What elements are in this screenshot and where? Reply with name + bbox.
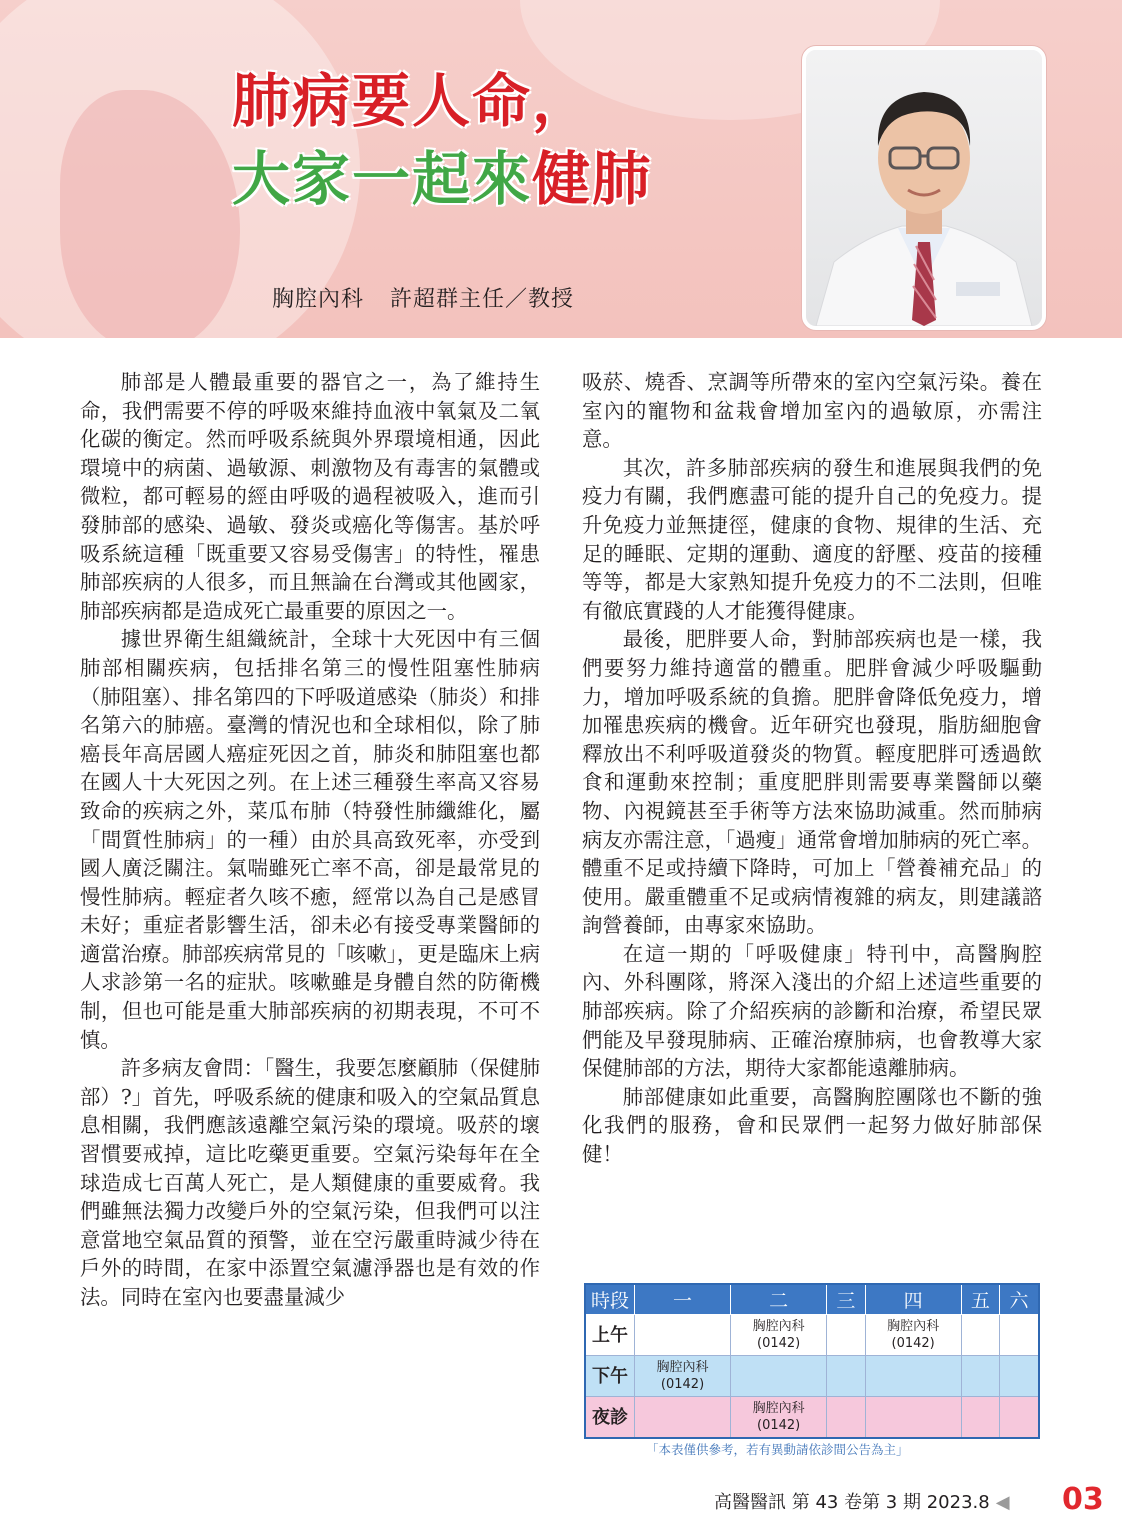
schedule-cell: [827, 1397, 865, 1439]
author-name: 許超群主任／教授: [390, 287, 575, 312]
schedule-note: 「本表僅供參考，若有異動請依診間公告為主」: [646, 1442, 909, 1457]
paragraph: 其次，許多肺部疾病的發生和進展與我們的免疫力有關，我們應盡可能的提升自己的免疫力。提升免疫力並無捷徑，健康的食物、規律的生活、充足的睡眠、定期的運動、適度的舒壓、疫苗的接種等等，都是大家熟知提升免疫力的不二法則，但唯有徹底實踐的人才能獲得健康。: [582, 455, 1042, 623]
department: 胸腔內科: [272, 287, 365, 312]
article-title: [232, 62, 652, 218]
schedule-header-cell: 四: [865, 1284, 961, 1315]
schedule-cell: 胸腔內科 (0142): [865, 1315, 961, 1356]
schedule-row-afternoon: [585, 1356, 1039, 1397]
schedule-cell: [827, 1315, 865, 1356]
schedule-cell: 胸腔內科 (0142): [731, 1397, 827, 1439]
schedule-header-cell: 一: [635, 1284, 731, 1315]
schedule-cell: [961, 1397, 999, 1439]
schedule-cell: [1000, 1356, 1039, 1397]
page-number: 03: [1062, 1482, 1104, 1517]
paragraph-continuation: 吸菸、燒香、烹調等所帶來的室內空氣污染。養在室內的寵物和盆栽會增加室內的過敏原，亦需注意。: [582, 370, 1042, 452]
paragraph: 肺部是人體最重要的器官之一，為了維持生命，我們需要不停的呼吸來維持血液中氧氣及二氧化碳的衡定。然而呼吸系統與外界環境相通，因此環境中的病菌、過敏源、刺激物及有毒害的氣體或微粒，都可輕易的經由呼吸的過程被吸入，進而引發肺部的感染、過敏、發炎或癌化等傷害。基於呼吸系統這種「既重要又容易受傷害」的特性，罹患肺部疾病的人很多，而且無論在台灣或其他國家，肺部疾病都是造成死亡最重要的原因之一。: [80, 370, 540, 623]
paragraph: 在這一期的「呼吸健康」特刊中，高醫胸腔內、外科團隊，將深入淺出的介紹上述這些重要的肺部疾病。除了介紹疾病的診斷和治療，希望民眾們能及早發現肺病、正確治療肺病，也會教導大家保健肺部的方法，期待大家都能遠離肺病。: [582, 941, 1042, 1081]
author-photo: [802, 46, 1046, 330]
schedule-row-morning: [585, 1315, 1039, 1356]
publication-name: 高醫醫訊: [714, 1492, 786, 1513]
header-banner: [0, 0, 1122, 338]
schedule-slot-label: 夜診: [585, 1397, 635, 1439]
schedule-cell: [961, 1315, 999, 1356]
schedule-row-evening: [585, 1397, 1039, 1439]
paragraph: 許多病友會問：「醫生，我要怎麼顧肺（保健肺部）?」首先，呼吸系統的健康和吸入的空氣品質息息相關，我們應該遠離空氣污染的環境。吸菸的壞習慣要戒掉，這比吃藥更重要。空氣污染每年在全球造成七百萬人死亡，是人類健康的重要威脅。我們雖無法獨力改變戶外的空氣污染，但我們可以注意當地空氣品質的預警，並在空污嚴重時減少待在戶外的時間，在家中添置空氣濾淨器也是有效的作法。同時在室內也要盡量減少: [80, 1056, 540, 1309]
schedule-cell: [635, 1315, 731, 1356]
title-line2-red: 健肺: [532, 145, 653, 213]
clinic-schedule-table: [584, 1283, 1040, 1439]
article-column-left: [80, 368, 540, 1312]
title-line1: 肺病要人命，: [232, 67, 593, 135]
schedule-cell: [635, 1397, 731, 1439]
issue-date: 2023.8: [926, 1492, 990, 1513]
author-byline: [272, 282, 600, 313]
triangle-left-icon: ◀: [995, 1492, 1010, 1513]
paragraph: 肺部健康如此重要，高醫胸腔團隊也不斷的強化我們的服務，會和民眾們一起努力做好肺部保健！: [582, 1084, 1042, 1167]
schedule-header-row: [585, 1284, 1039, 1315]
schedule-cell: [961, 1356, 999, 1397]
schedule-cell: [731, 1356, 827, 1397]
schedule-header-cell: 五: [961, 1284, 999, 1315]
schedule-header-cell: 二: [731, 1284, 827, 1315]
schedule-cell: 胸腔內科 (0142): [731, 1315, 827, 1356]
schedule-cell: [827, 1356, 865, 1397]
schedule-header-cell: 時段: [585, 1284, 635, 1315]
paragraph: 據世界衛生組織統計，全球十大死因中有三個肺部相關疾病，包括排名第三的慢性阻塞性肺病（肺阻塞）、排名第四的下呼吸道感染（肺炎）和排名第六的肺癌。臺灣的情況也和全球相似，除了肺癌長年高居國人癌症死因之首，肺炎和肺阻塞也都在國人十大死因之列。在上述三種發生率高又容易致命的疾病之外，菜瓜布肺（特發性肺纖維化，屬「間質性肺病」的一種）由於具高致死率，亦受到國人廣泛關注。氣喘雖死亡率不高，卻是最常見的慢性肺病。輕症者久咳不癒，經常以為自己是感冒未好；重症者影響生活，卻未必有接受專業醫師的適當治療。肺部疾病常見的「咳嗽」，更是臨床上病人求診第一名的症狀。咳嗽雖是身體自然的防衛機制，但也可能是重大肺部疾病的初期表現，不可不慎。: [80, 627, 540, 1052]
title-line2-green: 大家一起來: [232, 145, 533, 213]
schedule-header-cell: 三: [827, 1284, 865, 1315]
page-footer: [714, 1488, 1010, 1514]
schedule-cell: [1000, 1315, 1039, 1356]
schedule-header-cell: 六: [1000, 1284, 1039, 1315]
issue-number: 第 43 卷第 3 期: [791, 1492, 921, 1513]
schedule-slot-label: 上午: [585, 1315, 635, 1356]
schedule-cell: 胸腔內科 (0142): [635, 1356, 731, 1397]
schedule-cell: [865, 1356, 961, 1397]
schedule-cell: [1000, 1397, 1039, 1439]
schedule-slot-label: 下午: [585, 1356, 635, 1397]
schedule-cell: [865, 1397, 961, 1439]
paragraph: 最後，肥胖要人命，對肺部疾病也是一樣，我們要努力維持適當的體重。肥胖會減少呼吸驅動力，增加呼吸系統的負擔。肥胖會降低免疫力，增加罹患疾病的機會。近年研究也發現，脂肪細胞會釋放出不利呼吸道發炎的物質。輕度肥胖可透過飲食和運動來控制；重度肥胖則需要專業醫師以藥物、內視鏡甚至手術等方法來協助減重。然而肺病病友亦需注意，「過瘦」通常會增加肺病的死亡率。體重不足或持續下降時，可加上「營養補充品」的使用。嚴重體重不足或病情複雜的病友，則建議諮詢營養師，由專家來協助。: [582, 627, 1042, 938]
article-column-right: [582, 368, 1042, 1169]
